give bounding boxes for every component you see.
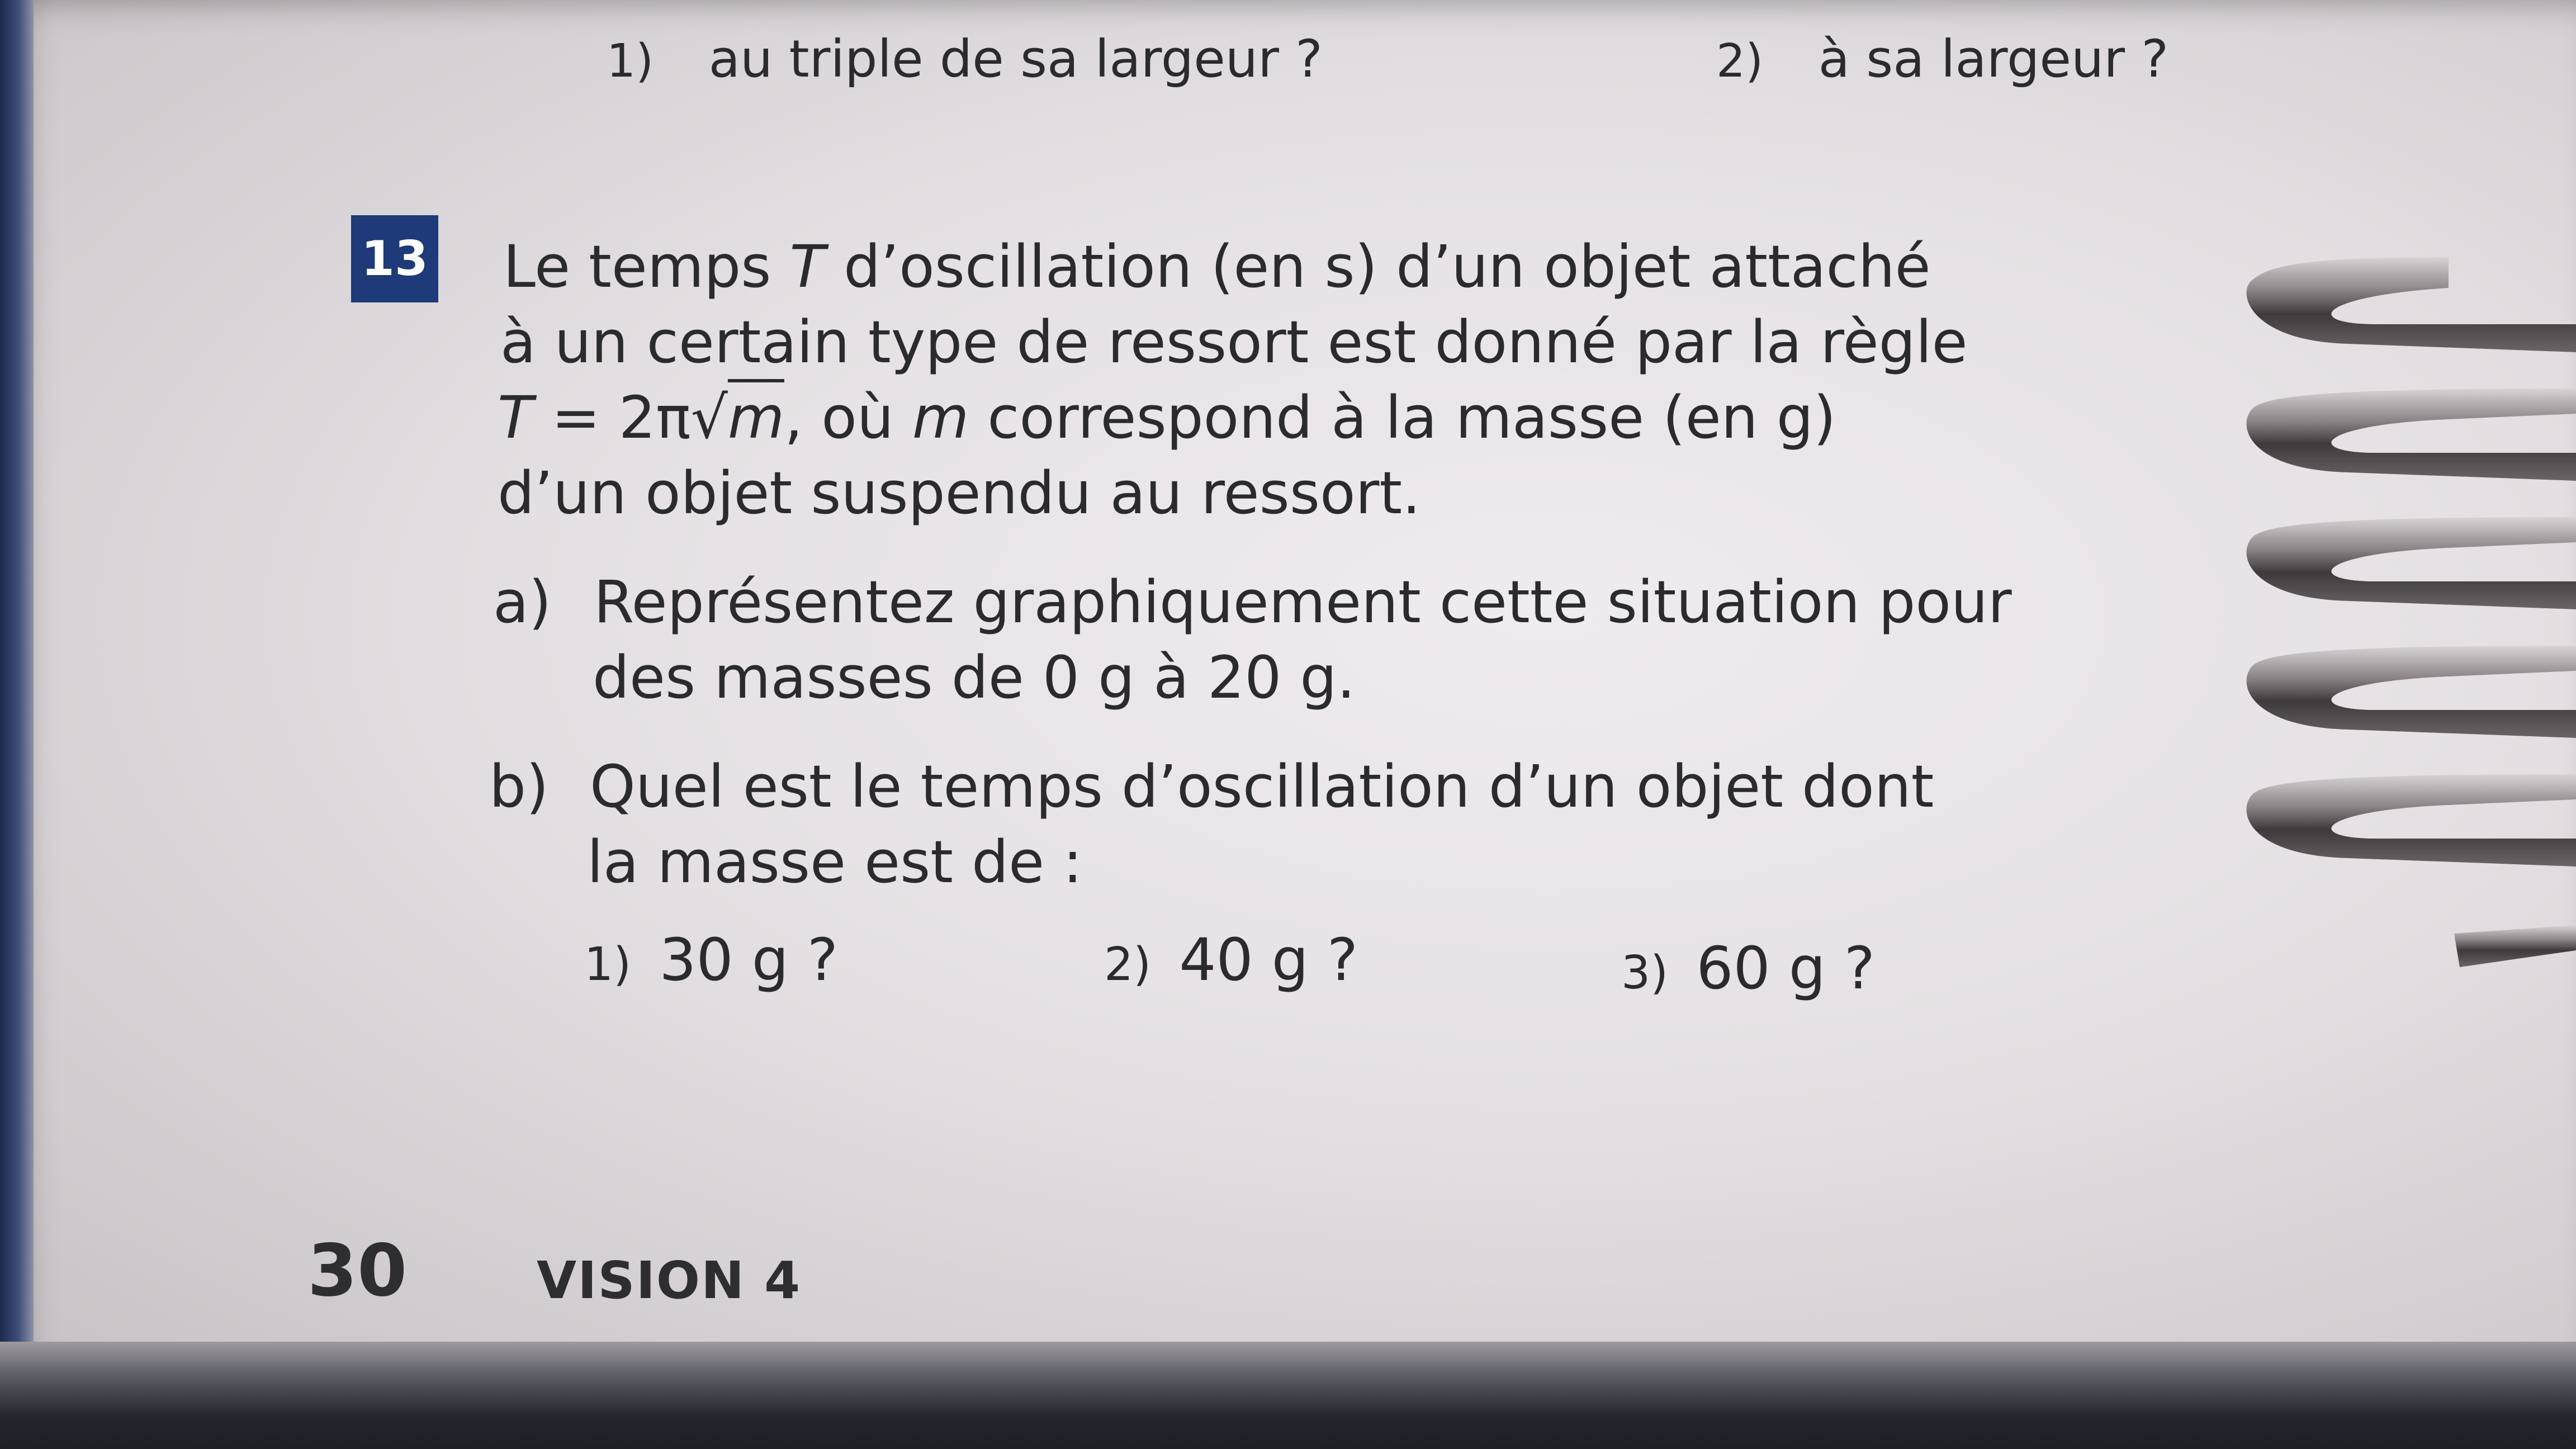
- part-a-label: a): [493, 568, 552, 636]
- sub-item-3-text: 60 g ?: [1696, 934, 1876, 1002]
- line-3-mid: , où: [784, 383, 912, 452]
- prev-item-1-text: au triple de sa largeur ?: [708, 29, 1323, 89]
- spring-illustration-icon: [2236, 235, 2576, 1017]
- prev-item-2-text: à sa largeur ?: [1818, 29, 2169, 89]
- variable-m: m: [912, 383, 969, 452]
- problem-line-1: [503, 233, 1931, 301]
- prev-item-2-number: 2): [1716, 35, 1764, 88]
- sub-item-1-number: 1): [584, 938, 632, 991]
- sub-item-1: [584, 926, 839, 994]
- formula-m: m: [728, 379, 784, 452]
- line-1-end: d’oscillation (en s) d’un objet attaché: [825, 233, 1931, 301]
- part-b-label: b): [489, 752, 549, 821]
- book-title: VISION 4: [537, 1251, 802, 1310]
- problem-line-3-formula: [498, 383, 1836, 452]
- sub-item-3-number: 3): [1621, 946, 1669, 1000]
- variable-t: T: [789, 233, 826, 301]
- part-a-line-2: des masses de 0 g à 20 g.: [593, 643, 1356, 712]
- binder-edge: [0, 0, 34, 1375]
- spring-coils: [2247, 257, 2576, 967]
- sub-item-2-number: 2): [1104, 938, 1152, 991]
- prev-item-1-number: 1): [607, 35, 654, 88]
- problem-line-2: à un certain type de ressort est donné par la règle: [500, 308, 1968, 376]
- sub-item-2: [1104, 926, 1358, 994]
- sub-item-1-text: 30 g ?: [659, 926, 839, 994]
- part-a-line-1: Représentez graphiquement cette situation pour: [594, 568, 2012, 636]
- part-b-line-2: la masse est de :: [587, 828, 1083, 896]
- sub-item-3: [1621, 934, 1876, 1002]
- line-1-start: Le temps: [503, 233, 790, 301]
- problem-number-badge: 13: [351, 215, 438, 302]
- sub-item-2-text: 40 g ?: [1179, 926, 1358, 994]
- page-bottom-edge: [0, 1342, 2576, 1449]
- part-b-line-1: Quel est le temps d’oscillation d’un objet dont: [590, 752, 1934, 821]
- prev-item-1: [607, 29, 1323, 89]
- formula-t: T: [498, 383, 533, 452]
- page-number: 30: [307, 1229, 408, 1313]
- line-3-end: correspond à la masse (en g): [969, 383, 1836, 452]
- prev-item-2: [1716, 29, 2169, 89]
- problem-line-4: d’un objet suspendu au ressort.: [498, 459, 1421, 527]
- formula-equals: = 2π√: [533, 383, 728, 452]
